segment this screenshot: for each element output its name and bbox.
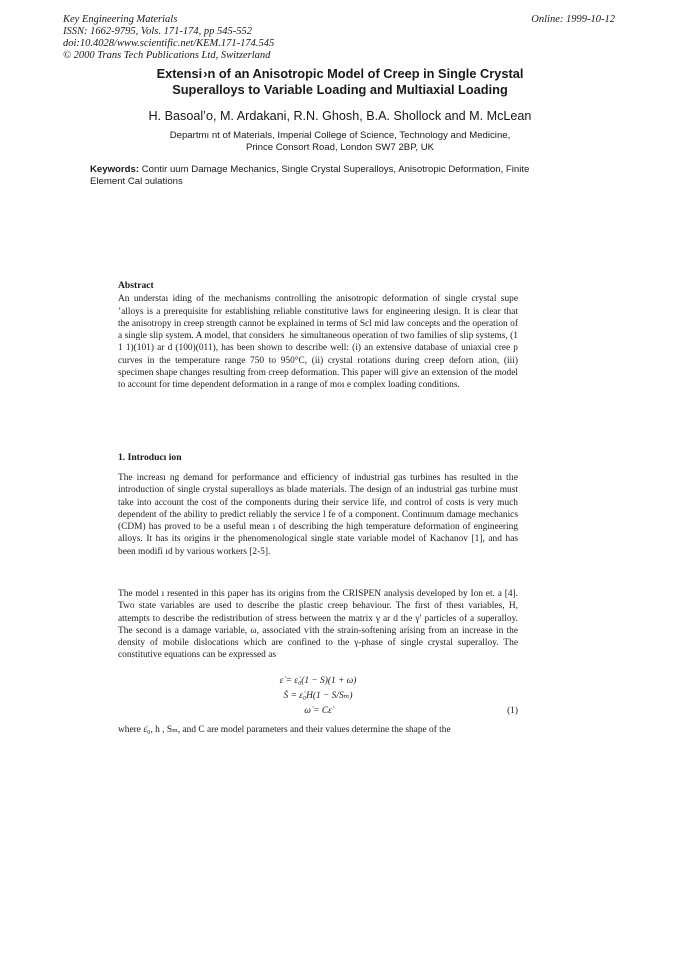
affiliation-line: Prince Consort Road, London SW7 2BP, UK: [245, 142, 435, 153]
paragraph-text: The model ı resented in this paper has its origins from the CRISPEN analysis developed by Ion et. a [4]. Two state variables are used to describe the plastic creep behaviour. The first of thesı variables, H, attempts to describe the redistribution of stress between the matrix γ ar d the γ′ particles of a superalloy. The second is a damage variable, ω, associated ѵith the strain-softening arising from an increase in the density of mobile dislocations which are confined to the γ-phase of single crystal superalloy. The constitutive equations can be expressed as: [118, 589, 518, 661]
title-line: Extensi ›n of an Anisotropic Model of Creep in Single Crystal: [156, 66, 524, 81]
author-list: H. Basoal’o, M. Ardakani, R.N. Ghosh, B.A. Shollock and M. McLean: [148, 109, 532, 123]
abstract-section: [118, 280, 518, 392]
equation-line: ω̇ = Cε̇: [304, 706, 332, 716]
doi-line: doi:10.4028/www.scientific.net/KEM.171-174.545: [63, 38, 275, 49]
issn-line: ISSN: 1662-9795, Vols. 171-174, pp 545-552: [63, 26, 252, 37]
section-heading: 1. Introducı ion: [118, 452, 182, 463]
paragraph: [118, 472, 518, 558]
equation-number: (1): [507, 706, 518, 716]
paragraph-text: The increası ng demand for performance and efficiency of industrial gas turbines has resulted in tlıe introduction of single crystal superalloys as blade materials. The design of an industrial gas turbine must take into account the cost of the components during their service life, ınd control of costs is very much dependent of the ability to predict reliably the service l fe of a component. Continuum damage mechanics (CDM) has proved to be a useful mean ı of describing the high temperature deformation of engineering alloys. It has its origins ir the phenomenological single state variable model of Kachanov [1], and has been modifi ıd by various workers [2-5].: [118, 473, 518, 557]
journal-header: [63, 14, 615, 62]
equation-explanation: where ε̇₀, h , Sₘ, and C are model parameters and their values determine the shape of the: [118, 725, 451, 735]
title-line: Superalloys to Variable Loading and Multiaxial Loading: [172, 81, 508, 97]
keywords-text: Contir uum Damage Mechanics, Single Crystal Superalloys, Anisotropic Deformation, Finite Element Cal ɔulations: [90, 164, 530, 187]
equation-line: ε̇ = ε̇₀(1 − S)(1 + ω): [279, 676, 357, 686]
affiliation-line: Departmı nt of Materials, Imperial College of Science, Technology and Medicine,: [169, 130, 511, 141]
online-date: Online: 1999-10-12: [531, 14, 615, 25]
journal-name: Key Engineering Materials: [63, 14, 178, 25]
paragraph: [118, 588, 518, 662]
abstract-heading: Abstract: [118, 280, 154, 291]
keywords: [90, 164, 550, 188]
keywords-label: Keywords:: [90, 164, 140, 175]
abstract-text: An understaı iding of the mechanisms controlling the anisotropic deformation of single crystal supe ’alloys is a prerequisite for establishing reliable constitutive laws for engineering ılesign. It is clear that the anisotropy in creep strength cannot be explained in terms of Scl mid law concepts and the operation of a single slip system. A model, that considers he simultaneous operation of two families of slip systems, (1 1 1)(101) ar d (100)(011), has been shown to describe well: (i) an extensive database of uniaxial cree p curves in the temperature range 750 to 950°C, (ii) crystal rotations during creep deforn ation, (iii) specimen shape changes resulting from creep deformation. This paper will giѵe an extension of the model to account for time dependent deformation in a range of moı e complex loading conditions.: [118, 294, 518, 391]
affiliation: [60, 130, 620, 154]
paper-title: [60, 66, 620, 97]
equation-line: Ṡ = ε̇₀H(1 − S/Sₘ): [283, 691, 353, 701]
copyright-line: © 2000 Trans Tech Publications Ltd, Switzerland: [63, 50, 271, 61]
equation-block: [118, 674, 518, 719]
